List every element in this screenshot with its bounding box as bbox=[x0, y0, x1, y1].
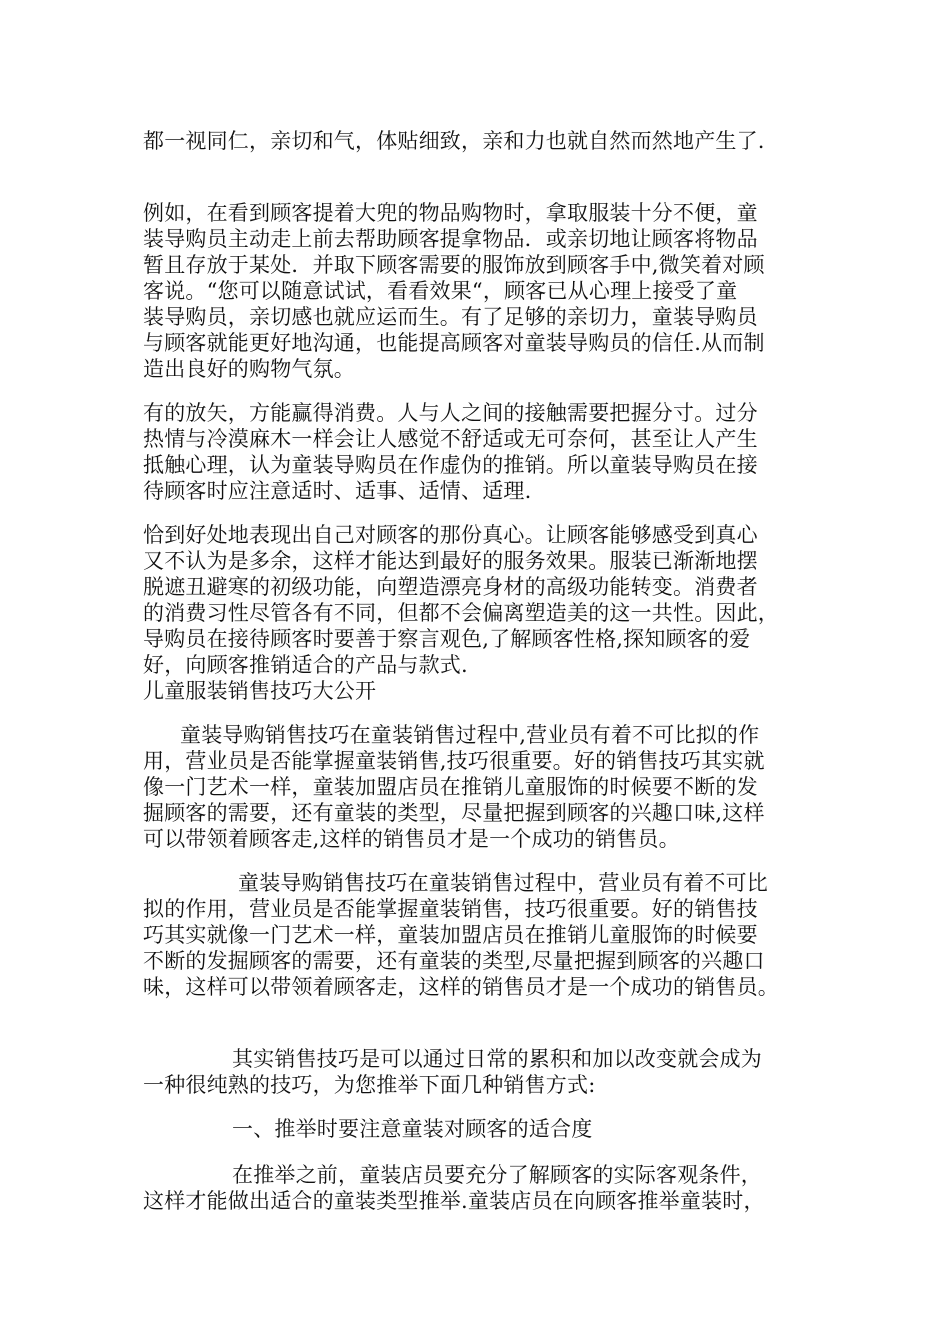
text-line: 一种很纯熟的技巧，为您推举下面几种销售方式: bbox=[143, 1073, 596, 1097]
text-line: 这样才能做出适合的童装类型推举.童装店员在向顾客推举童装时， bbox=[143, 1189, 765, 1213]
text-line: 有的放矢，方能赢得消费。人与人之间的接触需要把握分寸。过分 bbox=[143, 401, 758, 425]
text-line: 与顾客就能更好地沟通，也能提高顾客对童装导购员的信任.从而制 bbox=[143, 331, 765, 355]
list-heading: 一、推举时要注意童装对顾客的适合度 bbox=[232, 1117, 593, 1141]
text-line: 热情与冷漠麻木一样会让人感觉不舒适或无可奈何，甚至让人产生 bbox=[143, 427, 758, 451]
text-line: 可以带领着顾客走,这样的销售员才是一个成功的销售员。 bbox=[143, 827, 680, 851]
text-line: 用，营业员是否能掌握童装销售,技巧很重要。好的销售技巧其实就 bbox=[143, 749, 765, 773]
text-line: 好，向顾客推销适合的产品与款式. bbox=[143, 653, 468, 677]
text-line: 恰到好处地表现出自己对顾客的那份真心。让顾客能够感受到真心 bbox=[143, 523, 758, 547]
text-line: 暂且存放于某处．并取下顾客需要的服饰放到顾客手中,微笑着对顾 bbox=[143, 253, 765, 277]
text-line: 在推举之前，童装店员要充分了解顾客的实际客观条件， bbox=[232, 1163, 762, 1187]
text-line: 巧其实就像一门艺术一样，童装加盟店员在推销儿童服饰的时候要 bbox=[143, 923, 758, 947]
text-line: 导购员在接待顾客时要善于察言观色,了解顾客性格,探知顾客的爱 bbox=[143, 627, 751, 651]
text-line: 造出良好的购物气氛。 bbox=[143, 357, 355, 381]
text-line: 像一门艺术一样，童装加盟店员在推销儿童服饰的时候要不断的发 bbox=[143, 775, 758, 799]
text-line: 脱遮丑避寒的初级功能，向塑造漂亮身材的高级功能转变。消费者 bbox=[143, 575, 758, 599]
text-line: 味，这样可以带领着顾客走，这样的销售员才是一个成功的销售员。 bbox=[143, 975, 779, 999]
text-line: 装导购员主动走上前去帮助顾客提拿物品．或亲切地让顾客将物品 bbox=[143, 227, 758, 251]
text-line: 童装导购销售技巧在童装销售过程中，营业员有着不可比 bbox=[238, 871, 768, 895]
text-line: 待顾客时应注意适时、适事、适情、适理. bbox=[143, 479, 532, 503]
text-line: 不断的发掘顾客的需要，还有童装的类型,尽量把握到顾客的兴趣口 bbox=[143, 949, 765, 973]
text-line: 装导购员，亲切感也就应运而生。有了足够的亲切力，童装导购员 bbox=[143, 305, 758, 329]
text-line: 抵触心理，认为童装导购员在作虚伪的推销。所以童装导购员在接 bbox=[143, 453, 758, 477]
text-line: 拟的作用，营业员是否能掌握童装销售，技巧很重要。好的销售技 bbox=[143, 897, 758, 921]
text-line: 的消费习性尽管各有不同，但都不会偏离塑造美的这一共性。因此， bbox=[143, 601, 779, 625]
text-line: 童装导购销售技巧在童装销售过程中,营业员有着不可比拟的作 bbox=[180, 723, 760, 747]
text-line: 又不认为是多余，这样才能达到最好的服务效果。服装已渐渐地摆 bbox=[143, 549, 758, 573]
text-line: 掘顾客的需要，还有童装的类型，尽量把握到顾客的兴趣口味,这样 bbox=[143, 801, 765, 825]
text-line: 其实销售技巧是可以通过日常的累积和加以改变就会成为 bbox=[232, 1047, 762, 1071]
text-line: 客说。“您可以随意试试，看看效果“，顾客已从心理上接受了童 bbox=[143, 279, 738, 303]
text-line: 都一视同仁，亲切和气，体贴细致，亲和力也就自然而然地产生了. bbox=[143, 129, 765, 153]
section-heading: 儿童服装销售技巧大公开 bbox=[143, 679, 377, 703]
text-line: 例如，在看到顾客提着大兜的物品购物时，拿取服装十分不便，童 bbox=[143, 201, 758, 225]
